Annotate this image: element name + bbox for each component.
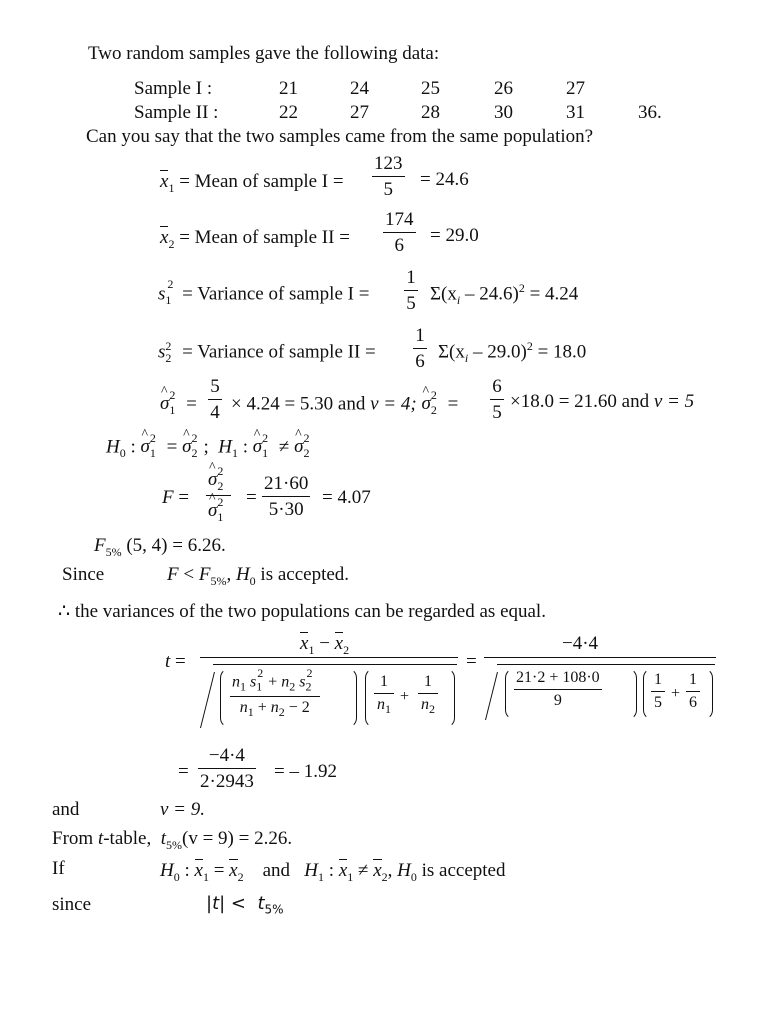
t-inv-n1: 1 $n_1$ bbox=[374, 674, 394, 715]
sample1-value: 27 bbox=[566, 78, 585, 99]
t-right-plus: + bbox=[671, 685, 681, 702]
result-fraction: −4·4 2·2943 bbox=[200, 745, 254, 792]
problem-question: Can you say that the two samples came from the same population? bbox=[86, 126, 594, 147]
t-fraction-bar bbox=[200, 657, 458, 658]
mean1-result: = 24.6 bbox=[420, 169, 469, 190]
sample1-value: 26 bbox=[494, 78, 513, 99]
f-numeric-fraction: 21·60 5·30 bbox=[264, 473, 309, 520]
t-right-sqrt-sign bbox=[485, 672, 498, 720]
var2-fraction: 1 6 bbox=[413, 326, 427, 371]
mean2-fraction: 174 6 bbox=[385, 209, 414, 256]
result-equals: = bbox=[178, 761, 189, 782]
t-hypotheses: $H_0$ : $x_1 = x_2$ and $H_1$ : $x_1 \ne x_2$, $H_0$ is accepted bbox=[160, 860, 506, 884]
est2-fraction: 6 5 bbox=[490, 377, 504, 422]
since-label: Since bbox=[62, 564, 105, 585]
t-numerator: $x_1 - x_2$ bbox=[300, 633, 350, 657]
mean1-fraction: 123 5 bbox=[374, 153, 403, 200]
est-line-rest: × 4.24 = 5.30 and v = 4; ^ $\sigma_2^2$ = bbox=[231, 392, 458, 416]
t-right-sqrt-bar bbox=[497, 664, 715, 665]
var1-sum: $\Sigma(x_i - 24.6)^2 = 4.24$ bbox=[430, 281, 579, 308]
sample1-label: Sample I : bbox=[134, 78, 213, 99]
est1-symbol: ^ $\sigma_1^2$ = bbox=[160, 392, 197, 416]
sample2-value: 28 bbox=[421, 102, 440, 123]
f-symbol: F = bbox=[162, 487, 190, 508]
t-right-pooled-fraction: 21·2 + 108·0 9 bbox=[516, 669, 600, 709]
if-label: If bbox=[52, 858, 65, 879]
t-right-fraction-bar bbox=[484, 657, 716, 658]
problem-intro: Two random samples gave the following data: bbox=[88, 43, 440, 64]
mean2-result: = 29.0 bbox=[430, 225, 479, 246]
est2-rest: ×18.0 = 21.60 and v = 5 bbox=[510, 391, 695, 412]
hypotheses-line: $H_0$ : ^ $\sigma_1^2$ = ^ $\sigma_2^2$ ; $H_1$ : ^ $\sigma_1^2$ ≠ ^ $\sigma_2^2$ bbox=[106, 435, 315, 459]
var2-line: $s^2_2$ = Variance of sample II = bbox=[158, 339, 376, 366]
t-equals: = bbox=[466, 651, 477, 672]
est1-fraction: 5 4 bbox=[208, 377, 222, 422]
since2-condition: $|t| < t_{5\%}$ bbox=[206, 893, 284, 917]
t-pooled-fraction: $n_1$ $s_1^2+ n_2$ $s_2^2$ $n_1 + n_2 - 2$ bbox=[230, 670, 320, 718]
degrees-of-freedom: v = 9. bbox=[160, 799, 206, 820]
result-value: = – 1.92 bbox=[274, 761, 337, 782]
variances-conclusion: ∴ the variances of the two populations can be regarded as equal. bbox=[58, 601, 546, 622]
var1-line: $s_1^2$ = Variance of sample I = bbox=[158, 277, 370, 308]
sample2-value: 22 bbox=[279, 102, 298, 123]
mean2-line: $x_2$ = Mean of sample II = bbox=[160, 227, 350, 251]
t-sqrt-sign bbox=[200, 672, 215, 728]
var2-sum: $\Sigma(x_i - 29.0)^2 = 18.0$ bbox=[438, 339, 587, 366]
since2-label: since bbox=[52, 894, 92, 915]
sample2-label: Sample II : bbox=[134, 102, 219, 123]
sample1-value: 24 bbox=[350, 78, 369, 99]
t-right-inv5: 1 5 bbox=[651, 672, 665, 711]
t-inv-n2: 1 $n_2$ bbox=[418, 674, 438, 715]
sample2-value: 27 bbox=[350, 102, 369, 123]
f-symbolic-fraction: ^ $\sigma_2^2$ ^ $\sigma_1^2$ bbox=[206, 468, 231, 523]
t-plus: + bbox=[400, 688, 410, 705]
f-equals: = bbox=[246, 487, 257, 508]
f-table-line: $F_{5\%}$ (5, 4) = 6.26. bbox=[94, 535, 226, 559]
t-table-line: From t-table, $t_{5\%}(v = 9) = 2.26$. bbox=[52, 828, 293, 852]
t-sqrt-bar bbox=[213, 664, 457, 665]
f-result: = 4.07 bbox=[322, 487, 371, 508]
sample1-value: 25 bbox=[421, 78, 440, 99]
sample2-value: 31 bbox=[566, 102, 585, 123]
sample1-value: 21 bbox=[279, 78, 298, 99]
mean1-line: $x_1$ = Mean of sample I = bbox=[160, 171, 344, 195]
var1-fraction: 1 5 bbox=[404, 268, 418, 313]
sample2-value: 30 bbox=[494, 102, 513, 123]
sample2-value: 36. bbox=[638, 102, 662, 123]
t-num-right: −4·4 bbox=[562, 633, 599, 654]
since-condition: $F < F_{5\%}$, $H_0$ is accepted. bbox=[167, 564, 350, 588]
and-label: and bbox=[52, 799, 80, 820]
t-right-inv6: 1 6 bbox=[686, 672, 700, 711]
t-symbol: t = bbox=[165, 651, 186, 672]
